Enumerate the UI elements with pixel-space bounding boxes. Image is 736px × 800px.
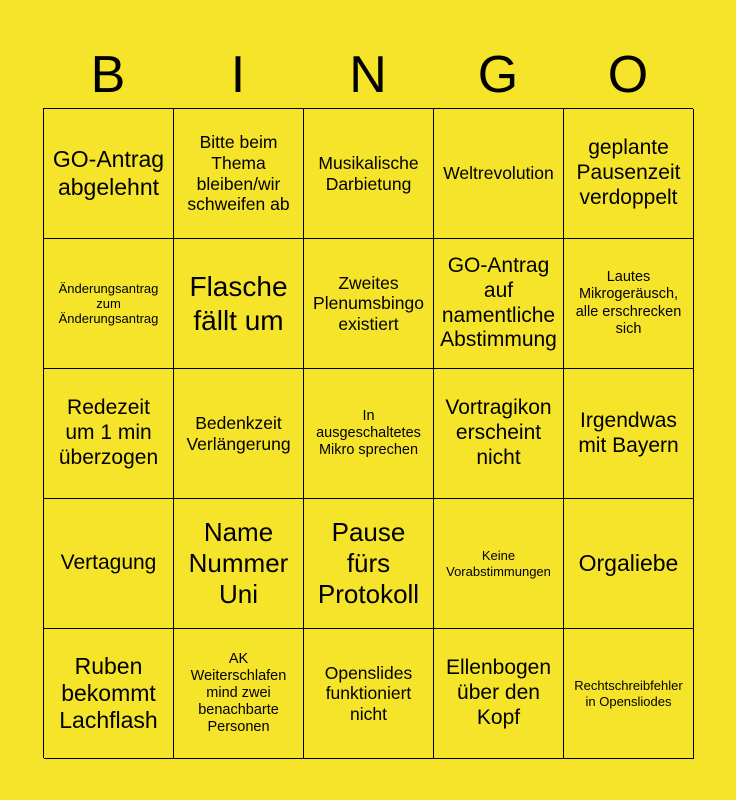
bingo-cell[interactable]	[304, 629, 434, 759]
bingo-cell[interactable]	[44, 109, 174, 239]
cell-text: Rechtschreibfehler in Opensliodes	[574, 678, 683, 709]
cell-text: Keine Vorabstimmungen	[446, 548, 551, 579]
cell-text: Bedenkzeit Verlängerung	[186, 412, 291, 454]
cell-text: Bitte beim Thema bleiben/wir schweifen ab	[187, 132, 290, 215]
cell-text: Änderungsantrag zum Änderungsantrag	[58, 280, 159, 327]
bingo-cell[interactable]	[304, 369, 434, 499]
cell-text: Name Nummer Uni	[188, 517, 289, 609]
cell-text: AK Weiterschlafen mind zwei benachbarte Personen	[190, 650, 287, 736]
cell-text: Vertagung	[60, 551, 157, 575]
bingo-cell[interactable]	[564, 629, 694, 759]
cell-text: Zweites Plenumsbingo existiert	[313, 272, 424, 334]
bingo-cell[interactable]	[304, 499, 434, 629]
bingo-cell[interactable]	[44, 499, 174, 629]
bingo-cell[interactable]	[434, 109, 564, 239]
header-letter-g: G	[477, 46, 519, 104]
bingo-cell[interactable]	[174, 629, 304, 759]
cell-text: Pause fürs Protokoll	[317, 517, 420, 609]
bingo-cell[interactable]	[434, 369, 564, 499]
bingo-cell[interactable]	[174, 239, 304, 369]
bingo-cell[interactable]	[564, 109, 694, 239]
header-letter-n: N	[349, 46, 387, 104]
cell-text: Musikalische Darbietung	[318, 152, 419, 194]
bingo-cell[interactable]	[174, 499, 304, 629]
cell-text: Irgendwas mit Bayern	[578, 408, 679, 457]
cell-text: Openslides funktioniert nicht	[324, 662, 413, 724]
header-letter-b: B	[90, 46, 126, 104]
cell-text: In ausgeschaltetes Mikro sprechen	[316, 407, 421, 459]
cell-text: Orgaliebe	[578, 549, 679, 576]
bingo-cell[interactable]	[44, 239, 174, 369]
bingo-header	[43, 42, 693, 108]
bingo-cell[interactable]	[174, 109, 304, 239]
bingo-cell[interactable]	[564, 369, 694, 499]
cell-text: Redezeit um 1 min überzogen	[58, 396, 159, 469]
bingo-cell[interactable]	[434, 499, 564, 629]
cell-text: Lautes Mikrogeräusch, alle erschrecken sich	[575, 269, 682, 337]
header-letter-i: I	[230, 46, 246, 104]
cell-text: Flasche fällt um	[189, 271, 288, 336]
cell-text: Vortragikon erscheint nicht	[445, 396, 552, 469]
bingo-grid	[43, 108, 693, 758]
bingo-cell[interactable]	[174, 369, 304, 499]
bingo-cell[interactable]	[44, 629, 174, 759]
bingo-cell[interactable]	[44, 369, 174, 499]
bingo-cell[interactable]	[434, 239, 564, 369]
cell-text: Weltrevolution	[443, 163, 554, 184]
bingo-cell[interactable]	[304, 239, 434, 369]
bingo-cell[interactable]	[564, 239, 694, 369]
cell-text: Ellenbogen über den Kopf	[445, 656, 552, 729]
cell-text: GO-Antrag auf namentliche Abstimmung	[440, 253, 557, 352]
header-letter-o: O	[607, 46, 649, 104]
cell-text: GO-Antrag abgelehnt	[52, 146, 165, 200]
bingo-cell[interactable]	[564, 499, 694, 629]
cell-text: Ruben bekommt Lachflash	[59, 652, 158, 734]
bingo-cell[interactable]	[304, 109, 434, 239]
cell-text: geplante Pausenzeit verdoppelt	[576, 136, 681, 209]
bingo-cell[interactable]	[434, 629, 564, 759]
